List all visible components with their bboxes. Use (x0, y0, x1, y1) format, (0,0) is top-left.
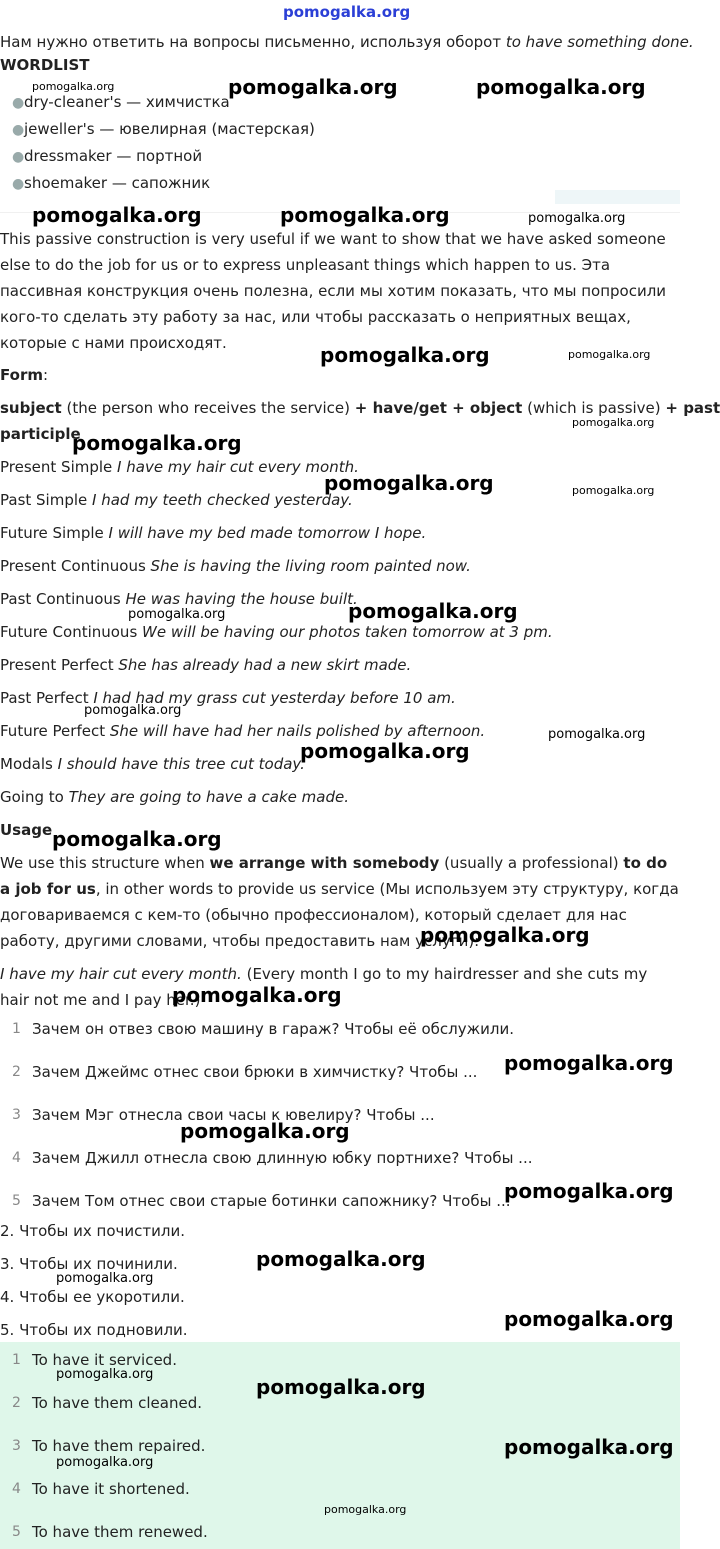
explanation-ru: Эта пассивная конструкция очень полезна, если мы хотим показать, что мы попросили кого-то сделать эту работу за нас, или чтобы рассказать о неприятных вещах, которые с нами происходят. (0, 256, 667, 352)
watermark: pomogalka.org (72, 431, 242, 455)
watermark: pomogalka.org (324, 1503, 407, 1516)
watermark: pomogalka.org (180, 1119, 350, 1143)
watermark: pomogalka.org (56, 1367, 154, 1382)
usage-bold: to do a job for us (0, 854, 668, 898)
translation-line: 4. Чтобы ее укоротили. (0, 1288, 185, 1306)
tense-name: Future Continuous (0, 623, 143, 641)
question-number: 2 (12, 1064, 21, 1080)
tense-row (0, 788, 349, 806)
tense-name: Going to (0, 788, 69, 806)
wordlist-item: dressmaker — портной (24, 147, 203, 165)
watermark: pomogalka.org (320, 343, 490, 367)
wordlist-item: dry-cleaner's — химчистка (24, 93, 230, 111)
bullet-icon: ● (12, 95, 25, 111)
answer-text: To have it serviced. (32, 1351, 177, 1369)
tense-example: They are going to have a cake made. (68, 788, 349, 806)
formula-subject-note: (the person who receives the service) (61, 399, 355, 417)
tense-name: Present Perfect (0, 656, 119, 674)
tense-example: I have my hair cut every month. (117, 458, 359, 476)
watermark: pomogalka.org (256, 1247, 426, 1271)
question-number: 5 (12, 1193, 21, 1209)
bullet-icon: ● (12, 122, 25, 138)
answer-number: 3 (12, 1438, 21, 1454)
watermark: pomogalka.org (504, 1307, 674, 1331)
tense-name: Future Perfect (0, 722, 110, 740)
question-text: Зачем Джеймс отнес свои брюки в химчистку? Чтобы ... (32, 1063, 478, 1081)
tense-name: Past Simple (0, 491, 93, 509)
translation-line: 3. Чтобы их починили. (0, 1255, 178, 1273)
watermark: pomogalka.org (84, 703, 182, 718)
watermark: pomogalka.org (528, 211, 626, 226)
question-number: 1 (12, 1021, 21, 1037)
intro-phrase: to have something done. (505, 33, 694, 51)
watermark: pomogalka.org (548, 727, 646, 742)
fade-decoration (555, 190, 680, 204)
explanation-en: This passive construction is very useful if we want to show that we have asked someone else to do the job for us or to express unpleasant things which happen to us. (0, 230, 666, 274)
watermark: pomogalka.org (300, 739, 470, 763)
tense-example: I should have this tree cut today. (57, 755, 305, 773)
formula-object-note: (which is passive) (522, 399, 666, 417)
form-title (0, 366, 48, 384)
tense-row (0, 722, 485, 740)
question-number: 3 (12, 1107, 21, 1123)
usage-example-rest: (Every month I go to my hairdresser and she cuts my hair not me and I pay her.) (0, 965, 648, 1009)
watermark: pomogalka.org (32, 80, 115, 93)
question-text: Зачем Джилл отнесла свою длинную юбку портнихе? Чтобы ... (32, 1149, 533, 1167)
tense-name: Future Simple (0, 524, 109, 542)
tense-example: I had had my grass cut yesterday before 10 am. (93, 689, 456, 707)
tense-name: Present Continuous (0, 557, 151, 575)
usage-text: , in other words to provide us service (Мы используем эту структуру, когда договариваемся с кем-то (обычно профессионалом), который сделает для нас работу, другими словами, чтобы предоставить нам услуги): (0, 880, 679, 950)
answer-text: To have them cleaned. (32, 1394, 202, 1412)
question-text: Зачем Том отнес свои старые ботинки сапожнику? Чтобы ... (32, 1192, 511, 1210)
watermark: pomogalka.org (228, 75, 398, 99)
question-number: 4 (12, 1150, 21, 1166)
tense-row (0, 656, 411, 674)
explanation (0, 226, 680, 356)
question-text: Зачем Мэг отнесла свои часы к ювелиру? Чтобы ... (32, 1106, 435, 1124)
watermark: pomogalka.org (32, 203, 202, 227)
tense-example: She is having the living room painted now. (150, 557, 471, 575)
answer-number: 5 (12, 1524, 21, 1540)
watermark: pomogalka.org (56, 1455, 154, 1470)
answer-number: 1 (12, 1352, 21, 1368)
form-label: Form (0, 366, 43, 384)
tense-row (0, 590, 358, 608)
tense-row (0, 458, 359, 476)
tense-row (0, 491, 353, 509)
tense-example: She has already had a new skirt made. (118, 656, 412, 674)
answer-text: To have it shortened. (32, 1480, 190, 1498)
watermark: pomogalka.org (324, 471, 494, 495)
watermark: pomogalka.org (56, 1271, 154, 1286)
watermark: pomogalka.org (256, 1375, 426, 1399)
watermark: pomogalka.org (420, 923, 590, 947)
usage-example-italic: I have my hair cut every month. (0, 965, 242, 983)
tense-example: I had my teeth checked yesterday. (92, 491, 353, 509)
form-colon: : (42, 366, 49, 384)
tense-row (0, 755, 305, 773)
tense-name: Modals (0, 755, 58, 773)
tense-row (0, 689, 456, 707)
answer-text: To have them renewed. (32, 1523, 208, 1541)
form-formula (0, 399, 720, 417)
tense-row (0, 623, 553, 641)
tense-name: Present Simple (0, 458, 118, 476)
watermark: pomogalka.org (476, 75, 646, 99)
watermark: pomogalka.org (568, 348, 651, 361)
watermark: pomogalka.org (504, 1051, 674, 1075)
tense-example: He was having the house built. (125, 590, 358, 608)
usage-bold: we arrange with somebody (209, 854, 440, 872)
tense-row (0, 557, 471, 575)
formula-have-get: + have/get + object (354, 399, 523, 417)
usage-text: (usually a professional) (439, 854, 624, 872)
intro-text (0, 33, 694, 51)
tense-name: Past Continuous (0, 590, 126, 608)
usage-title: Usage (0, 821, 53, 839)
tense-example: She will have had her nails polished by afternoon. (109, 722, 486, 740)
watermark: pomogalka.org (52, 827, 222, 851)
intro-prefix: Нам нужно ответить на вопросы письменно, используя оборот (0, 33, 506, 51)
formula-participle: + past (665, 399, 720, 417)
watermark: pomogalka.org (128, 607, 226, 622)
watermark: pomogalka.org (504, 1179, 674, 1203)
answer-number: 2 (12, 1395, 21, 1411)
bullet-icon: ● (12, 149, 25, 165)
watermark: pomogalka.org (172, 983, 342, 1007)
wordlist-item: jeweller's — ювелирная (мастерская) (24, 120, 315, 138)
tense-example: I will have my bed made tomorrow I hope. (108, 524, 427, 542)
answer-text: To have them repaired. (32, 1437, 206, 1455)
watermark-top: pomogalka.org (283, 3, 411, 21)
answer-number: 4 (12, 1481, 21, 1497)
translation-line: 5. Чтобы их подновили. (0, 1321, 188, 1339)
watermark: pomogalka.org (504, 1435, 674, 1459)
wordlist-item: shoemaker — сапожник (24, 174, 211, 192)
question-text: Зачем он отвез свою машину в гараж? Чтобы её обслужили. (32, 1020, 514, 1038)
wordlist-title: WORDLIST (0, 56, 90, 74)
formula-subject: subject (0, 399, 62, 417)
watermark: pomogalka.org (348, 599, 518, 623)
tense-example: We will be having our photos taken tomorrow at 3 pm. (142, 623, 553, 641)
tense-row (0, 524, 426, 542)
formula-participle-2: participle (0, 425, 81, 443)
usage-text: We use this structure when (0, 854, 210, 872)
watermark: pomogalka.org (572, 484, 655, 497)
watermark: pomogalka.org (572, 416, 655, 429)
watermark: pomogalka.org (280, 203, 450, 227)
translation-line: 2. Чтобы их почистили. (0, 1222, 185, 1240)
bullet-icon: ● (12, 176, 25, 192)
tense-name: Past Perfect (0, 689, 94, 707)
